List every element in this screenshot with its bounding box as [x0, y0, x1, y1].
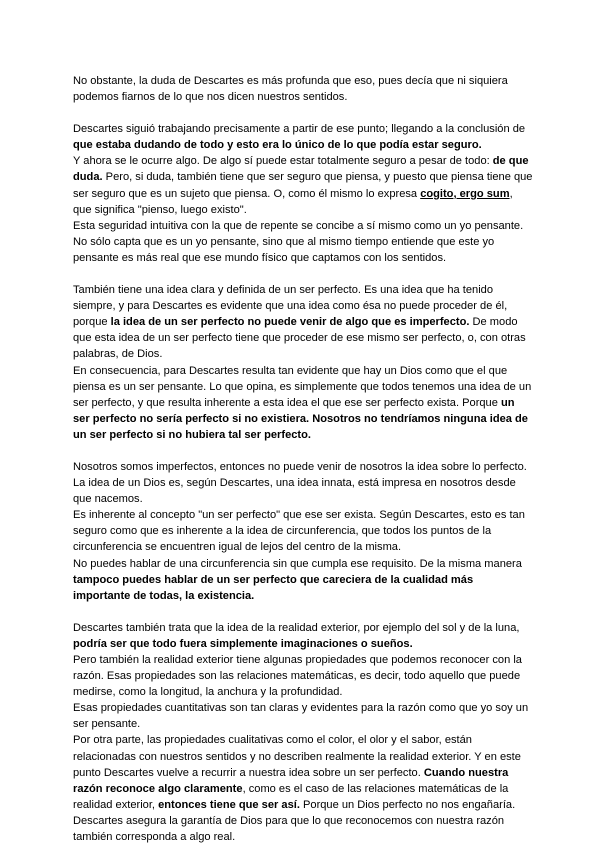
bold-text: podría ser que todo fuera simplemente imaginaciones o sueños.: [73, 637, 413, 650]
text-run: , que significa "pienso, luego existo".: [73, 187, 513, 216]
bold-text: un ser perfecto no sería perfecto si no existiera. Nosotros no tendríamos ninguna idea de un ser perfecto si no hubiera tal ser perfecto.: [73, 396, 528, 441]
bold-text: tampoco puedes hablar de un ser perfecto que careciera de la cualidad más importante de todas, la existencia.: [73, 573, 474, 602]
paragraph-gap: [73, 266, 533, 282]
text-run: Porque un Dios perfecto no nos engañaría.: [299, 798, 516, 811]
text-run: De modo que esta idea de un ser perfecto tiene que proceder de ese mismo ser perfecto, o, con otras palabras, de Dios.: [73, 316, 526, 361]
paragraph-13: [73, 732, 533, 812]
bold-text: que estaba dudando de todo y esto era lo único de lo que podía estar seguro.: [73, 139, 482, 152]
text-run: Por otra parte, las propiedades cualitativas como el color, el olor y el sabor, están relacionadas con nuestros sentidos y no describen realmente la realidad exterior. Y en este punto Descartes vuelve a recurrir a nuestra idea sobre un ser perfecto.: [73, 734, 521, 779]
paragraph-4: [73, 218, 533, 266]
paragraph-2: [73, 121, 533, 153]
paragraph-gap: [73, 604, 533, 620]
paragraph-9: [73, 556, 533, 604]
text-run: Descartes asegura la garantía de Dios para que lo que reconocemos con nuestra razón también corresponda a algo real.: [73, 814, 505, 844]
text-run: No puedes hablar de una circunferencia sin que cumpla ese requisito. De la misma manera: [73, 557, 522, 570]
text-run: Esta seguridad intuitiva con la que de repente se concibe a sí mismo como un yo pensante. No sólo capta que es un yo pensante, sino que al mismo tiempo entiende que este yo pensante es más real que ese mundo físico que captamos con los sentidos.: [73, 219, 524, 264]
text-run: Descartes siguió trabajando precisamente a partir de ese punto; llegando a la conclusión de: [73, 123, 526, 136]
text-run: Pero también la realidad exterior tiene algunas propiedades que podemos reconocer con la razón. Esas propiedades son las relaciones matemáticas, es decir, todo aquello que puede medirse, como la longitud, la anchura y la profundidad.: [73, 654, 522, 699]
document-body: [73, 73, 533, 845]
text-run: Y ahora se le ocurre algo. De algo sí puede estar totalmente seguro a pesar de todo:: [73, 155, 493, 168]
paragraph-gap: [73, 443, 533, 459]
text-run: Nosotros somos imperfectos, entonces no puede venir de nosotros la idea sobre lo perfecto. La idea de un Dios es, según Descartes, una idea innata, está impresa en nosotros desde que nacemos.: [73, 460, 527, 506]
text-run: Esas propiedades cuantitativas son tan claras y evidentes para la razón como que yo soy un ser pensante.: [73, 702, 529, 731]
text-run: También tiene una idea clara y definida de un ser perfecto. Es una idea que ha tenido siempre, y para Descartes es evidente que una idea como ésa no puede proceder de él, porque: [73, 284, 508, 329]
bold-text: entonces tiene que ser así.: [158, 798, 300, 811]
text-run: , como es el caso de las relaciones matemáticas de la realidad exterior,: [73, 782, 509, 811]
underlined-term: cogito, ergo sum: [420, 187, 510, 200]
paragraph-14: [73, 813, 533, 845]
text-run: Es inherente al concepto "un ser perfecto" que ese ser exista. Según Descartes, esto es tan seguro como que es inherente a la idea de circunferencia, que todos los puntos de la circunferencia se encuentren igual de lejos del centro de la misma.: [73, 509, 525, 554]
bold-text: de que duda.: [73, 155, 529, 184]
paragraph-gap: [73, 105, 533, 121]
paragraph-1: [73, 73, 533, 105]
bold-text: la idea de un ser perfecto no puede venir de algo que es imperfecto.: [110, 316, 470, 329]
paragraph-8: [73, 507, 533, 555]
paragraph-10: [73, 620, 533, 652]
paragraph-12: [73, 700, 533, 732]
text-run: Descartes también trata que la idea de la realidad exterior, por ejemplo del sol y de la luna,: [73, 621, 520, 634]
paragraph-3: [73, 153, 533, 217]
paragraph-11: [73, 652, 533, 700]
bold-text: Cuando nuestra razón reconoce algo claramente: [73, 766, 509, 795]
text-run: No obstante, la duda de Descartes es más profunda que eso, pues decía que ni siquiera podemos fiarnos de lo que nos dicen nuestros sentidos.: [73, 75, 508, 104]
paragraph-5: [73, 282, 533, 362]
text-run: Pero, si duda, también tiene que ser seguro que piensa, y puesto que piensa tiene que ser seguro que es un sujeto que piensa. O, como él mismo lo expresa: [73, 171, 533, 200]
text-run: En consecuencia, para Descartes resulta tan evidente que hay un Dios como que el que piensa es un ser pensante. Lo que opina, es simplemente que todos tenemos una idea de un ser perfecto, y que resulta inherente a esta idea el que ese ser perfecto exista. Porque: [73, 364, 532, 409]
paragraph-6: [73, 363, 533, 443]
paragraph-7: [73, 459, 533, 507]
